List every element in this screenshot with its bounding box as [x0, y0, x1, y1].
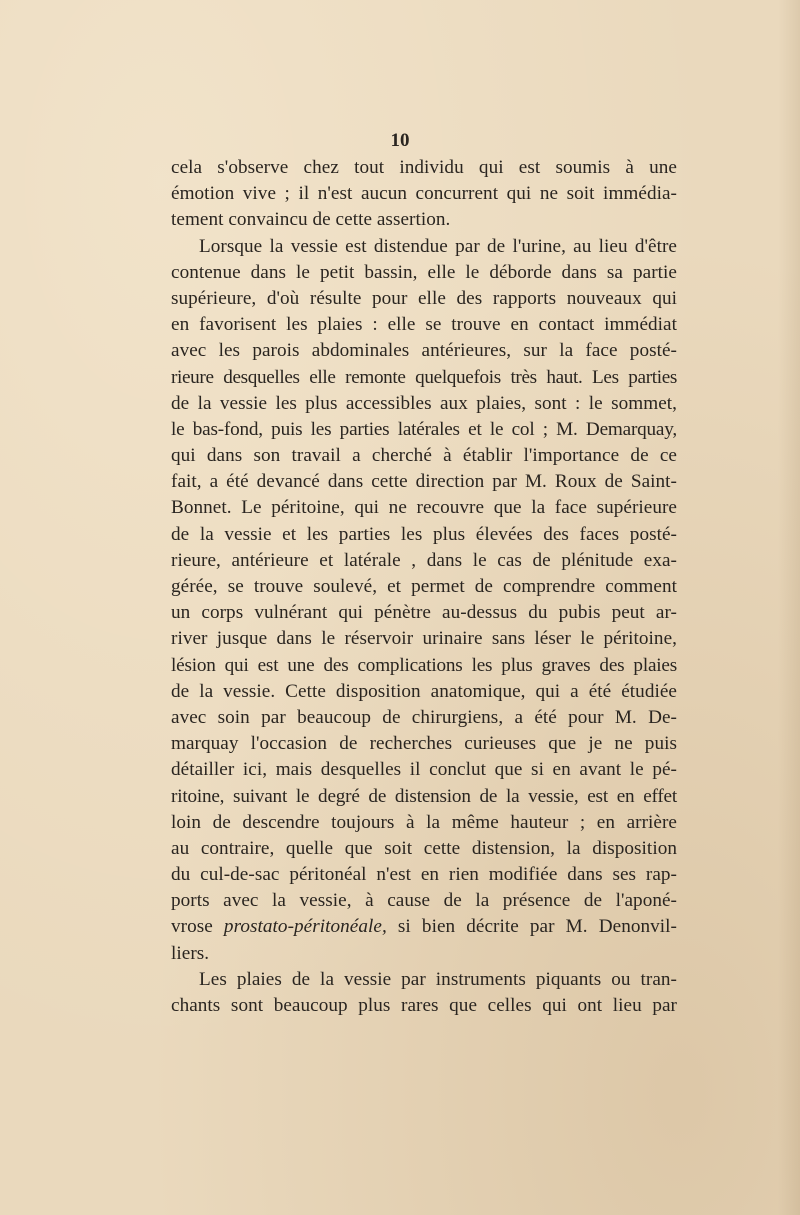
text-line: qui dans son travail a cherché à établir l'importance de ce	[171, 445, 677, 467]
text-line: lésion qui est une des complications les plus graves des plaies	[171, 654, 677, 676]
text-line: ports avec la vessie, à cause de la présence de l'aponé-	[171, 890, 677, 912]
text-line: de la vessie. Cette disposition anatomique, qui a été étudiée	[171, 680, 677, 702]
italic-term: prostato-péritonéale,	[223, 916, 387, 938]
text-line: émotion vive ; il n'est aucun concurrent qui ne soit immédia-	[171, 183, 677, 205]
text-line: ritoine, suivant le degré de distension de la vessie, est en effet	[171, 785, 677, 807]
text-line: supérieure, d'où résulte pour elle des rapports nouveaux qui	[171, 287, 677, 309]
text-line: de la vessie les plus accessibles aux plaies, sont : le sommet,	[171, 392, 677, 414]
text-line: contenue dans le petit bassin, elle le déborde dans sa partie	[171, 261, 677, 283]
text-line: tement convaincu de cette assertion.	[171, 209, 451, 231]
text-line: chants sont beaucoup plus rares que celles qui ont lieu par	[171, 995, 677, 1016]
text-line: le bas-fond, puis les parties latérales et le col ; M. Demarquay,	[171, 418, 677, 440]
text-line: marquay l'occasion de recherches curieuses que je ne puis	[171, 733, 677, 755]
text-line: gérée, se trouve soulevé, et permet de comprendre comment	[171, 576, 677, 597]
page-edge-shadow	[778, 0, 800, 1215]
text-segment: si bien décrite par M. Denonvil-	[386, 916, 677, 938]
text-line: avec soin par beaucoup de chirurgiens, a été pour M. De-	[171, 706, 677, 728]
text-line: Bonnet. Le péritoine, qui ne recouvre que la face supérieure	[171, 497, 677, 519]
text-line: un corps vulnérant qui pénètre au-dessus du pubis peut ar-	[171, 602, 677, 624]
text-segment: vrose	[171, 916, 224, 938]
text-line: Lorsque la vessie est distendue par de l'urine, au lieu d'être	[199, 235, 677, 257]
text-line: cela s'observe chez tout individu qui est soumis à une	[171, 157, 677, 178]
text-line: rieure, antérieure et latérale , dans le cas de plénitude exa-	[171, 549, 677, 571]
text-line: en favorisent les plaies : elle se trouve en contact immédiat	[171, 314, 677, 336]
body-text	[171, 155, 677, 1019]
text-line: du cul-de-sac péritonéal n'est en rien modifiée dans ses rap-	[171, 864, 677, 886]
text-line: de la vessie et les parties les plus élevées des faces posté-	[171, 523, 677, 545]
text-line: rieure desquelles elle remonte quelquefois très haut. Les parties	[171, 366, 677, 388]
text-line: au contraire, quelle que soit cette distension, la disposition	[171, 837, 677, 859]
text-line: liers.	[171, 942, 210, 964]
text-line: avec les parois abdominales antérieures, sur la face posté-	[171, 340, 677, 362]
text-line-with-italic	[171, 914, 677, 940]
text-line: détailler ici, mais desquelles il conclut que si en avant le pé-	[171, 759, 677, 781]
text-line: loin de descendre toujours à la même hauteur ; en arrière	[171, 811, 677, 833]
text-line: fait, a été devancé dans cette direction par M. Roux de Saint-	[171, 471, 677, 493]
page-number: 10	[390, 130, 410, 151]
text-line: Les plaies de la vessie par instruments piquants ou tran-	[199, 968, 677, 990]
text-line: river jusque dans le réservoir urinaire sans léser le péritoine,	[171, 628, 677, 650]
